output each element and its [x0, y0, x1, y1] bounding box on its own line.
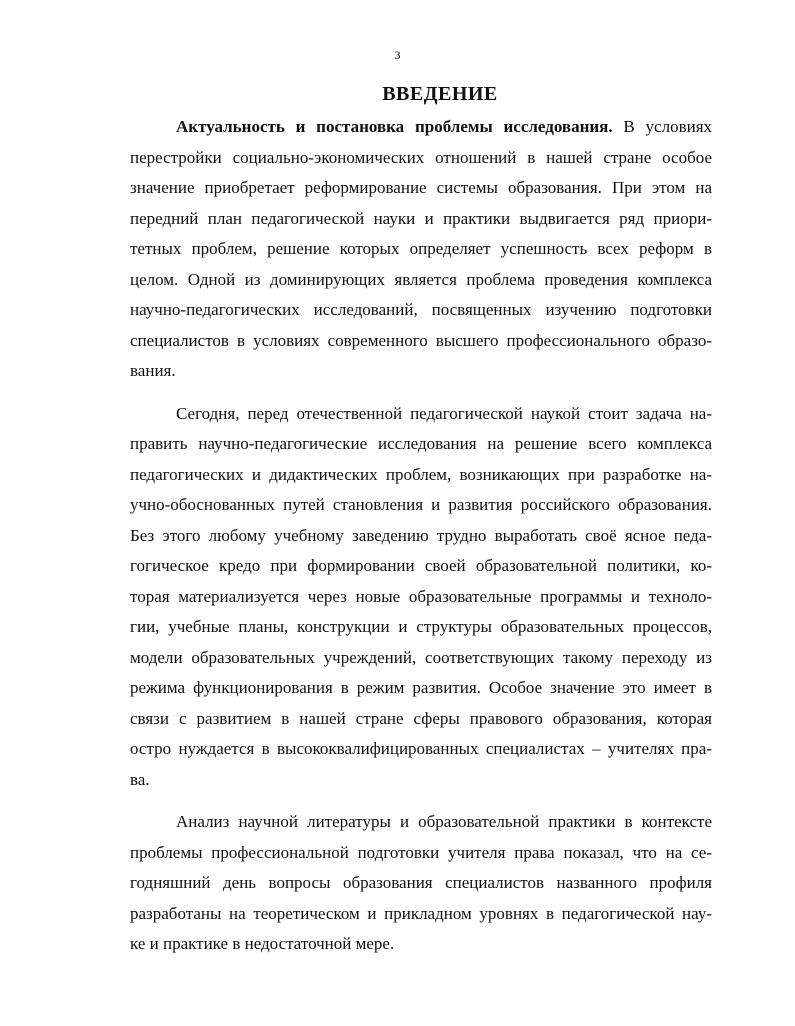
paragraph-2-line-5: Без этого любому учебному заведению трудно выработать своё ясное педа- [130, 525, 712, 545]
paragraph-2-line-6: гогическое кредо при формировании своей образовательной политики, ко- [130, 556, 712, 575]
paragraph-1-line-5: тетных проблем, решение которых определяет успешность всех реформ в [130, 239, 712, 258]
paragraph-2-line-11: связи с развитием в нашей стране сферы правового образования, которая [130, 708, 712, 728]
paragraph-2-line-2: править научно-педагогические исследования на решение всего комплекса [130, 434, 712, 453]
page-number: 3 [394, 48, 401, 62]
section-heading: ВВЕДЕНИЕ [382, 83, 498, 105]
paragraph-1-line-3: значение приобретает реформирование системы образования. При этом на [130, 178, 712, 197]
paragraph-1-line-8: специалистов в условиях современного высшего профессионального образо- [130, 330, 712, 350]
paragraph-2-line-12: остро нуждается в высококвалифицированных специалистах – учителях пра- [130, 739, 712, 758]
paragraph-2-line-4: учно-обоснованных путей становления и развития российского образования. [130, 495, 712, 514]
paragraph-2-line-10: режима функционирования в режим развития. Особое значение это имеет в [130, 678, 712, 697]
paragraph-1-line-2: перестройки социально-экономических отношений в нашей стране особое [130, 147, 712, 167]
paragraph-3-line-3: годняшний день вопросы образования специалистов названного профиля [130, 873, 712, 892]
paragraph-2-line-3: педагогических и дидактических проблем, возникающих при разработке на- [130, 464, 712, 484]
line-text: В условиях [612, 117, 712, 136]
paragraph-1-line-6: целом. Одной из доминирующих является проблема проведения комплекса [130, 269, 712, 289]
body-text [130, 112, 712, 960]
paragraph-1-line-7: научно-педагогических исследований, посвященных изучению подготовки [130, 300, 712, 319]
paragraph-2-line-8: гии, учебные планы, конструкции и структуры образовательных процессов, [130, 617, 712, 636]
paragraph-2-line-7: торая материализуется через новые образовательные программы и техноло- [130, 586, 712, 606]
bold-lead-phrase: Актуальность и постановка проблемы исследования. [176, 117, 613, 136]
paragraph-2-line-13: ва. [130, 769, 150, 789]
paragraph-2-line-9: модели образовательных учреждений, соответствующих такому переходу из [130, 647, 712, 667]
paragraph-3-line-1: Анализ научной литературы и образовательной практики в контексте [176, 812, 712, 831]
paragraph-1-line-1 [130, 112, 712, 143]
paragraph-3-line-4: разработаны на теоретическом и прикладном уровнях в педагогической нау- [130, 903, 712, 923]
paragraph-1-line-9: вания. [130, 361, 176, 380]
paragraph-2-line-1: Сегодня, перед отечественной педагогической наукой стоит задача на- [176, 403, 712, 423]
paragraph-3-line-2: проблемы профессиональной подготовки учителя права показал, что на се- [130, 842, 712, 862]
paragraph-3-line-5: ке и практике в недостаточной мере. [130, 934, 395, 953]
paragraph-1-line-4: передний план педагогической науки и практики выдвигается ряд приори- [130, 208, 712, 228]
